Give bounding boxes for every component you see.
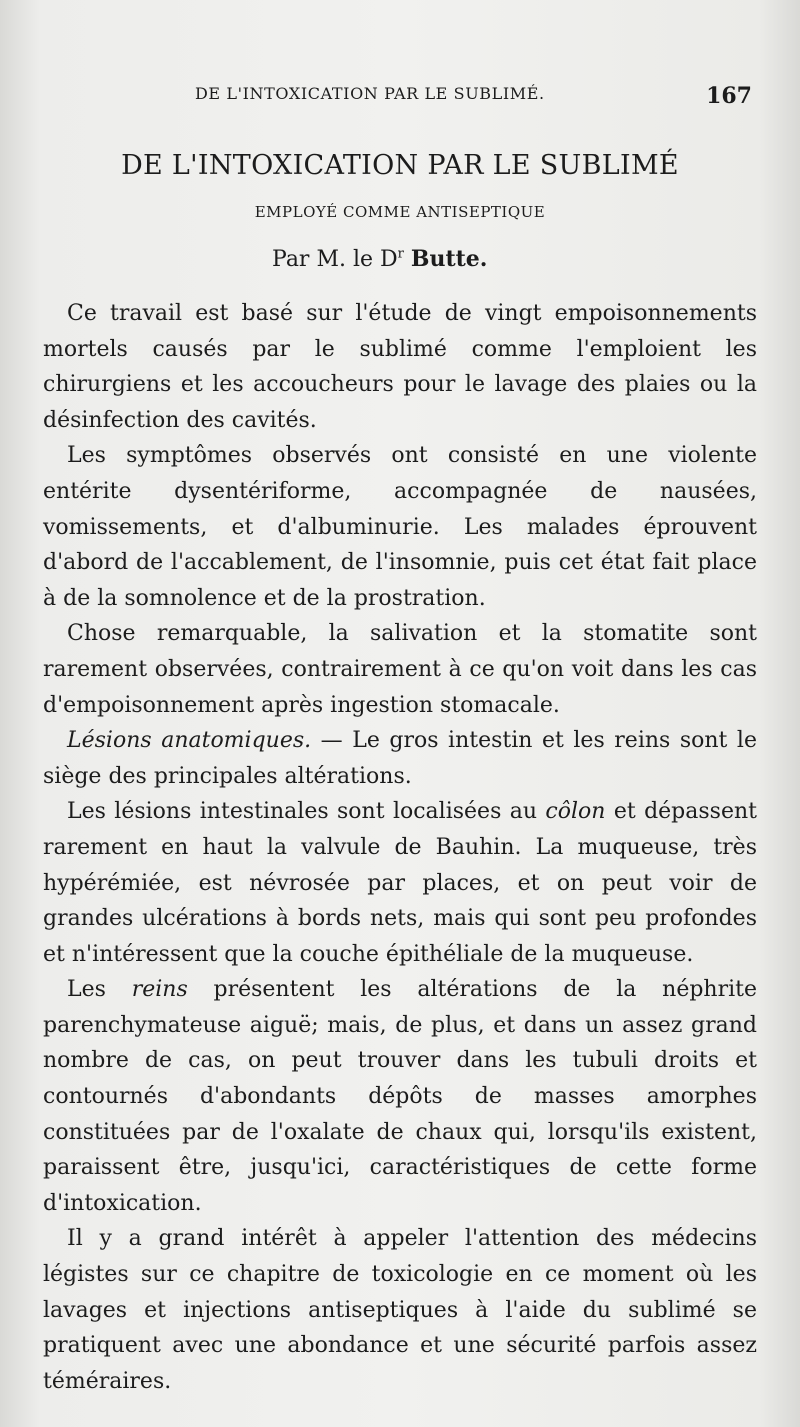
article-title: DE L'INTOXICATION PAR LE SUBLIMÉ: [121, 150, 679, 181]
paragraph-4: [43, 723, 757, 794]
paragraph-5-text-a: Les lésions intestinales sont localisées au: [67, 799, 546, 825]
paragraph-6-text-b: présentent les altérations de la néphrite parenchymateuse aiguë; mais, de plus, et dans un assez grand nombre de cas, on peut trouver dans les tubuli droits et contournés d'abondants dépôts de masses amorphes constituées par de l'oxalate de chaux qui, lorsqu'ils existent, paraissent être, jusqu'ici, caractéristiques de cette forme d'intoxication.: [43, 977, 758, 1216]
term-colon: côlon: [545, 799, 606, 825]
author-name: Butte.: [410, 246, 488, 272]
section-heading-lesions: Lésions anatomiques.: [67, 728, 312, 754]
paragraph-1: Ce travail est basé sur l'étude de vingt empoisonnements mortels causés par le sublimé comme l'emploient les chirurgiens et les accoucheurs pour le lavage des plaies ou la désinfection des cavités.: [43, 301, 757, 433]
paragraph-2: Les symptômes observés ont consisté en une violente entérite dysentériforme, accompagnée de nausées, vomissements, et d'albuminurie. Les malades éprouvent d'abord de l'accablement, de l'insomnie, puis cet état fait place à de la somnolence et de la prostration.: [43, 443, 757, 611]
paragraph-5-text-b: et dépassent rarement en haut la valvule de Bauhin. La muqueuse, très hypérémiée, est névrosée par places, et on peut voir de grandes ulcérations à bords nets, mais qui sont peu profondes et n'intéressent que la couche épithéliale de la muqueuse.: [43, 799, 757, 967]
term-reins: reins: [131, 977, 188, 1003]
author-title-sup: r: [397, 246, 404, 262]
article-body: [43, 296, 757, 1399]
paragraph-6-text-a: Les: [67, 977, 132, 1003]
author-prefix: Par M. le D: [272, 247, 398, 272]
paragraph-5: [43, 794, 757, 972]
article-subtitle: EMPLOYÉ COMME ANTISEPTIQUE: [254, 203, 546, 221]
page-number: 167: [706, 83, 752, 109]
paragraph-3: Chose remarquable, la salivation et la stomatite sont rarement observées, contrairement à ce qu'on voit dans les cas d'empoisonnement après ingestion stomacale.: [43, 621, 757, 718]
paragraph-6: [43, 972, 757, 1221]
author-line: [272, 246, 487, 272]
paragraph-4-text: — Le gros intestin et les reins sont le siège des principales altérations.: [43, 728, 757, 789]
running-head: DE L'INTOXICATION PAR LE SUBLIMÉ.: [195, 84, 545, 103]
paragraph-7: Il y a grand intérêt à appeler l'attention des médecins légistes sur ce chapitre de toxicologie en ce moment où les lavages et injections antiseptiques à l'aide du sublimé se pratiquent avec une abondance et une sécurité parfois assez téméraires.: [43, 1226, 757, 1394]
